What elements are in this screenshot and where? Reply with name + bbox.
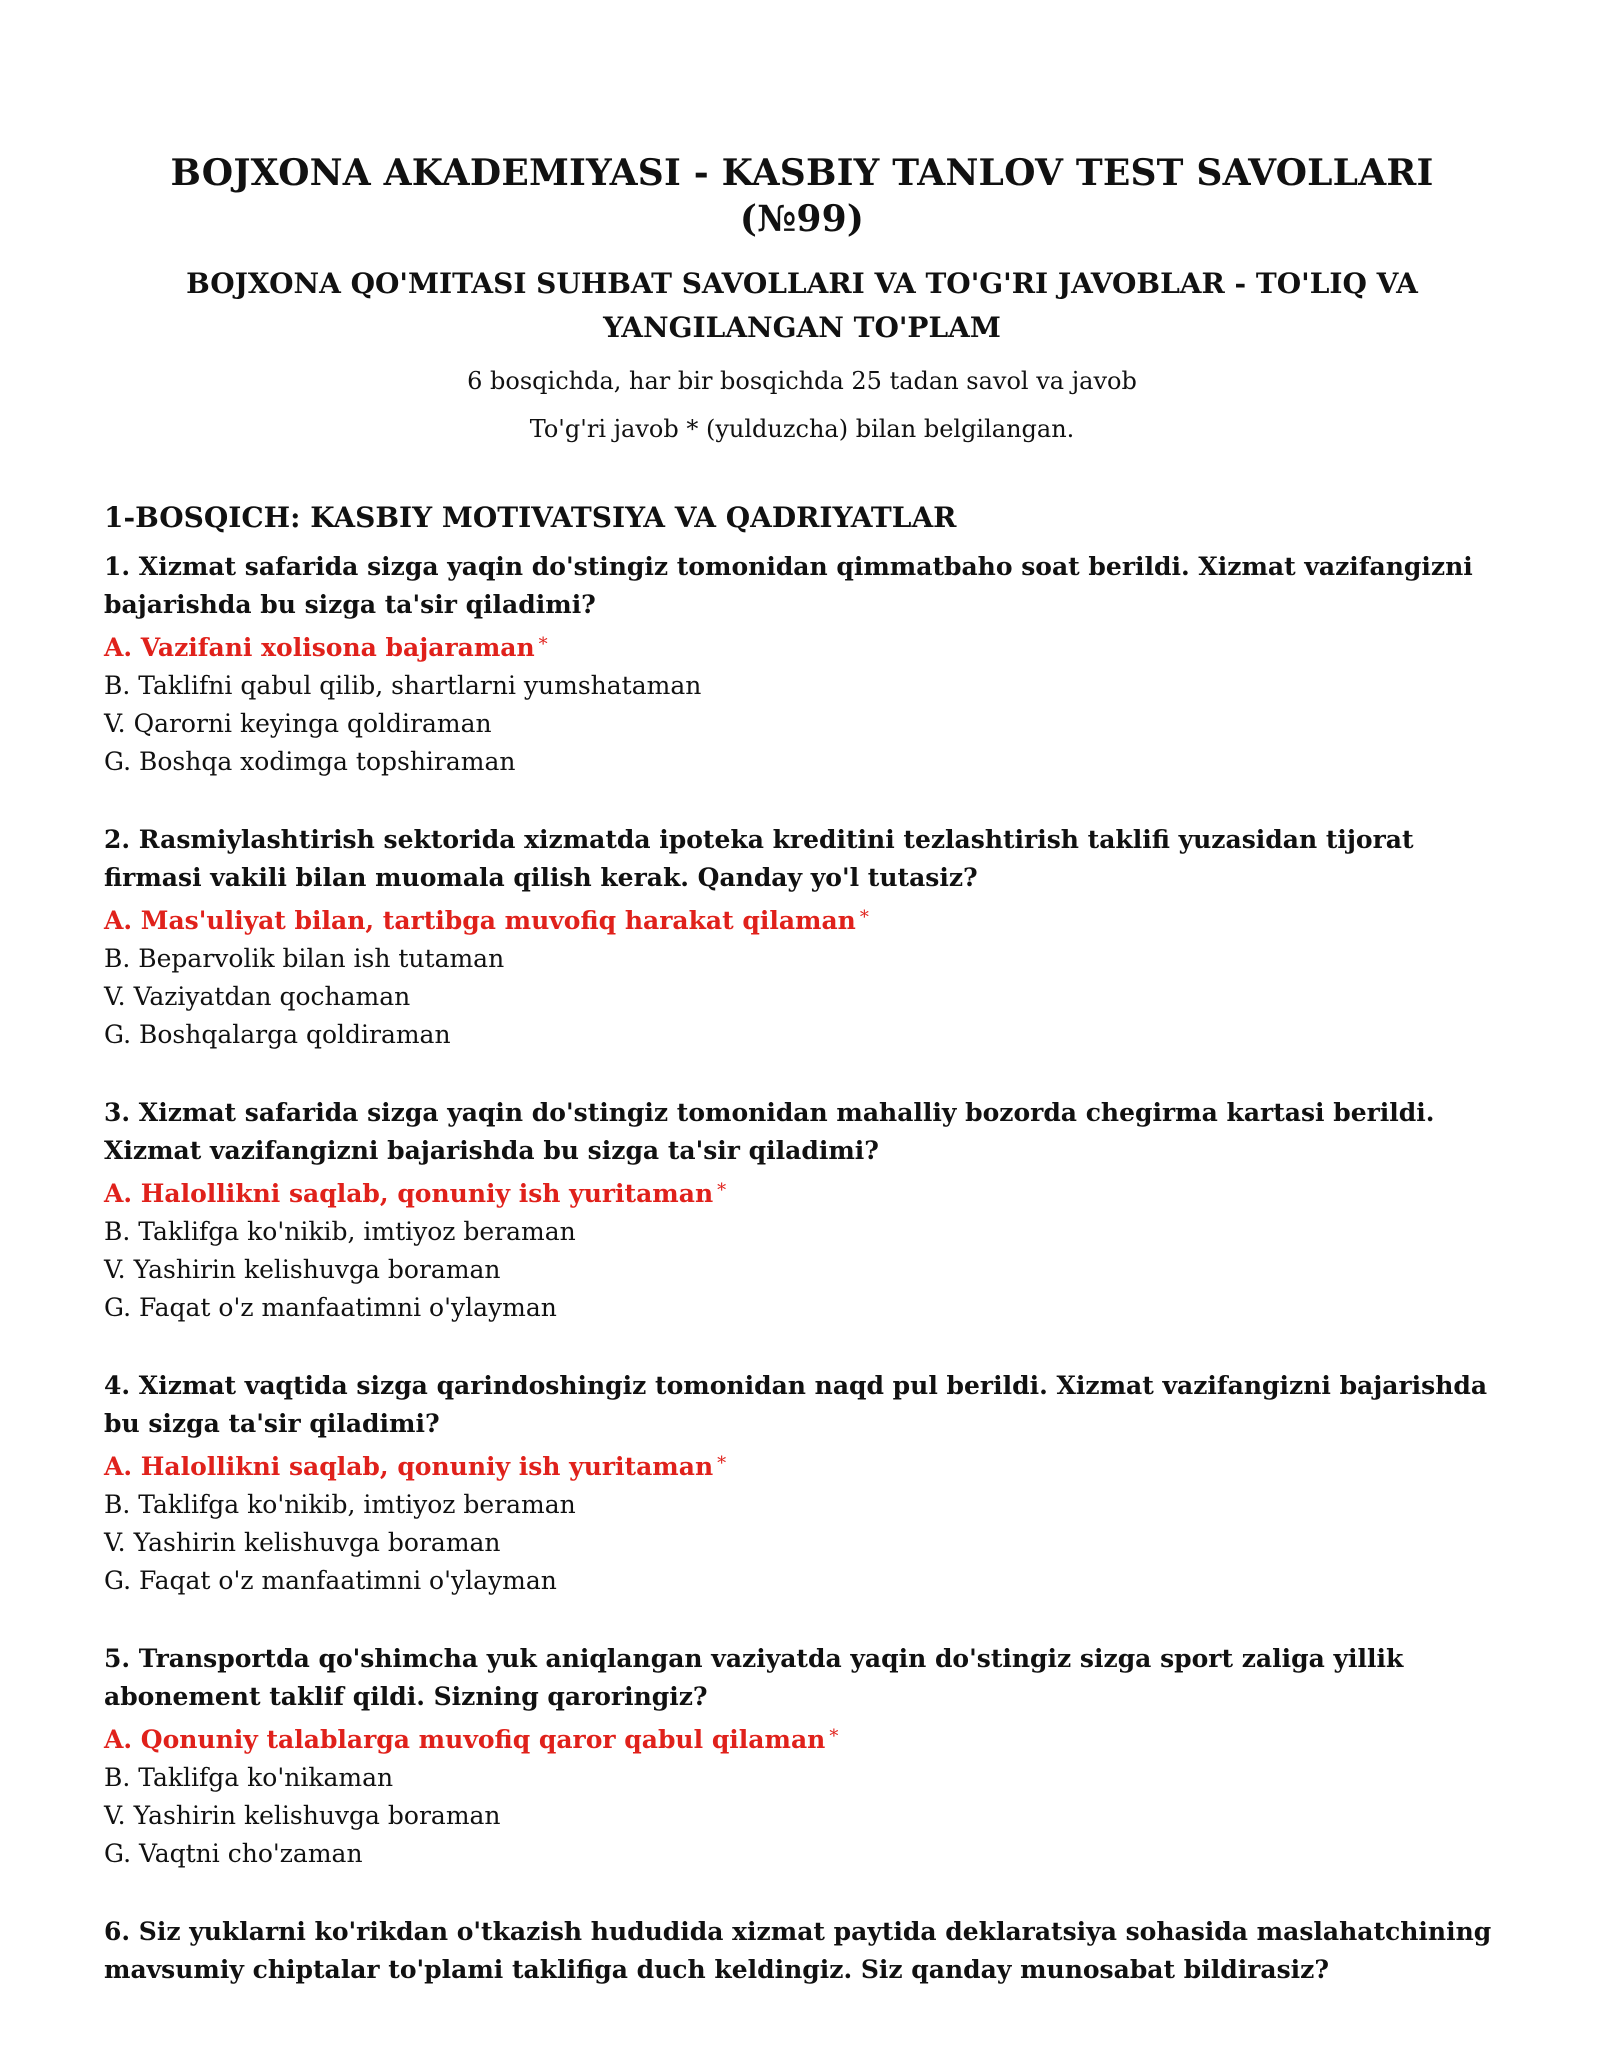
option-label: G. Vaqtni cho'zaman [104,1839,363,1868]
answer-option [104,1016,1500,1054]
answer-option [104,705,1500,743]
option-label: G. Faqat o'z manfaatimni o'ylayman [104,1293,557,1322]
option-label: G. Boshqa xodimga topshiraman [104,747,516,776]
answer-option [104,1289,1500,1327]
answer-option [104,978,1500,1016]
option-label: B. Taklifga ko'nikib, imtiyoz beraman [104,1217,576,1246]
answer-option [104,1835,1500,1873]
intro-line: 6 bosqichda, har bir bosqichda 25 tadan savol va javob [467,367,1137,395]
option-label: B. Beparvolik bilan ish tutaman [104,944,505,973]
question-text: 1. Xizmat safarida sizga yaqin do'stingiz tomonidan qimmatbaho soat berildi. Xizmat vazifangizni bajarishda bu sizga ta'sir qiladimi? [104,552,1473,619]
question-item [104,1094,1500,1327]
answer-option [104,1213,1500,1251]
document-title: BOJXONA AKADEMIYASI - KASBIY TANLOV TEST SAVOLLARI (№99) [170,152,1434,240]
correct-answer-option [104,1172,1500,1213]
question-item [104,1367,1500,1600]
correct-answer-option [104,1445,1500,1486]
option-label: V. Yashirin kelishuvga boraman [104,1255,501,1284]
question-text: 3. Xizmat safarida sizga yaqin do'stingiz tomonidan mahalliy bozorda chegirma kartasi berildi. Xizmat vazifangizni bajarishda bu sizga ta'sir qiladimi? [104,1098,1435,1165]
option-label: G. Boshqalarga qoldiraman [104,1020,451,1049]
question-list [104,548,1500,1989]
correct-answer-option [104,1718,1500,1759]
option-label: V. Qarorni keyinga qoldiraman [104,709,492,738]
answer-option [104,1251,1500,1289]
option-label: V. Yashirin kelishuvga boraman [104,1528,501,1557]
question-text: 5. Transportda qo'shimcha yuk aniqlangan vaziyatda yaqin do'stingiz sizga sport zaliga yillik abonement taklif qildi. Sizning qaroringiz? [104,1644,1404,1711]
option-label: A. Vazifani xolisona bajaraman [104,633,535,662]
answer-option [104,1524,1500,1562]
question-item [104,548,1500,781]
question-text: 2. Rasmiylashtirish sektorida xizmatda ipoteka kreditini tezlashtirish taklifi yuzasidan tijorat firmasi vakili bilan muomala qilish kerak. Qanday yo'l tutasiz? [104,825,1414,892]
option-label: A. Qonuniy talablarga muvofiq qaror qabul qilaman [104,1725,826,1754]
option-label: V. Yashirin kelishuvga boraman [104,1801,501,1830]
option-label: B. Taklifni qabul qilib, shartlarni yumshataman [104,671,702,700]
question-text: 6. Siz yuklarni ko'rikdan o'tkazish hududida xizmat paytida deklaratsiya sohasida maslahatchining mavsumiy chiptalar to'plami taklifiga duch keldingiz. Siz qanday munosabat bildirasiz? [104,1917,1492,1984]
option-label: B. Taklifga ko'nikaman [104,1763,394,1792]
correct-answer-star: * [859,907,869,928]
option-label: A. Halollikni saqlab, qonuniy ish yuritaman [104,1452,714,1481]
document-subtitle: BOJXONA QO'MITASI SUHBAT SAVOLLARI VA TO'G'RI JAVOBLAR - TO'LIQ VA YANGILANGAN TO'PLAM [186,267,1418,344]
answer-option [104,743,1500,781]
question-text: 4. Xizmat vaqtida sizga qarindoshingiz tomonidan naqd pul berildi. Xizmat vazifangizni bajarishda bu sizga ta'sir qiladimi? [104,1371,1488,1438]
correct-answer-option [104,899,1500,940]
intro-line: To'g'ri javob * (yulduzcha) bilan belgilangan. [529,415,1075,443]
question-item [104,821,1500,1054]
correct-answer-option [104,626,1500,667]
option-label: G. Faqat o'z manfaatimni o'ylayman [104,1566,557,1595]
option-label: A. Halollikni saqlab, qonuniy ish yuritaman [104,1179,714,1208]
correct-answer-star: * [717,1180,727,1201]
section-heading: 1-BOSQICH: KASBIY MOTIVATSIYA VA QADRIYATLAR [104,501,957,534]
answer-option [104,940,1500,978]
correct-answer-star: * [538,634,548,655]
option-label: A. Mas'uliyat bilan, tartibga muvofiq harakat qilaman [104,906,856,935]
answer-option [104,1759,1500,1797]
option-label: V. Vaziyatdan qochaman [104,982,411,1011]
correct-answer-star: * [717,1453,727,1474]
question-item [104,1640,1500,1873]
question-item [104,1913,1500,1989]
option-label: B. Taklifga ko'nikib, imtiyoz beraman [104,1490,576,1519]
answer-option [104,1562,1500,1600]
answer-option [104,667,1500,705]
answer-option [104,1486,1500,1524]
answer-option [104,1797,1500,1835]
correct-answer-star: * [829,1726,839,1747]
